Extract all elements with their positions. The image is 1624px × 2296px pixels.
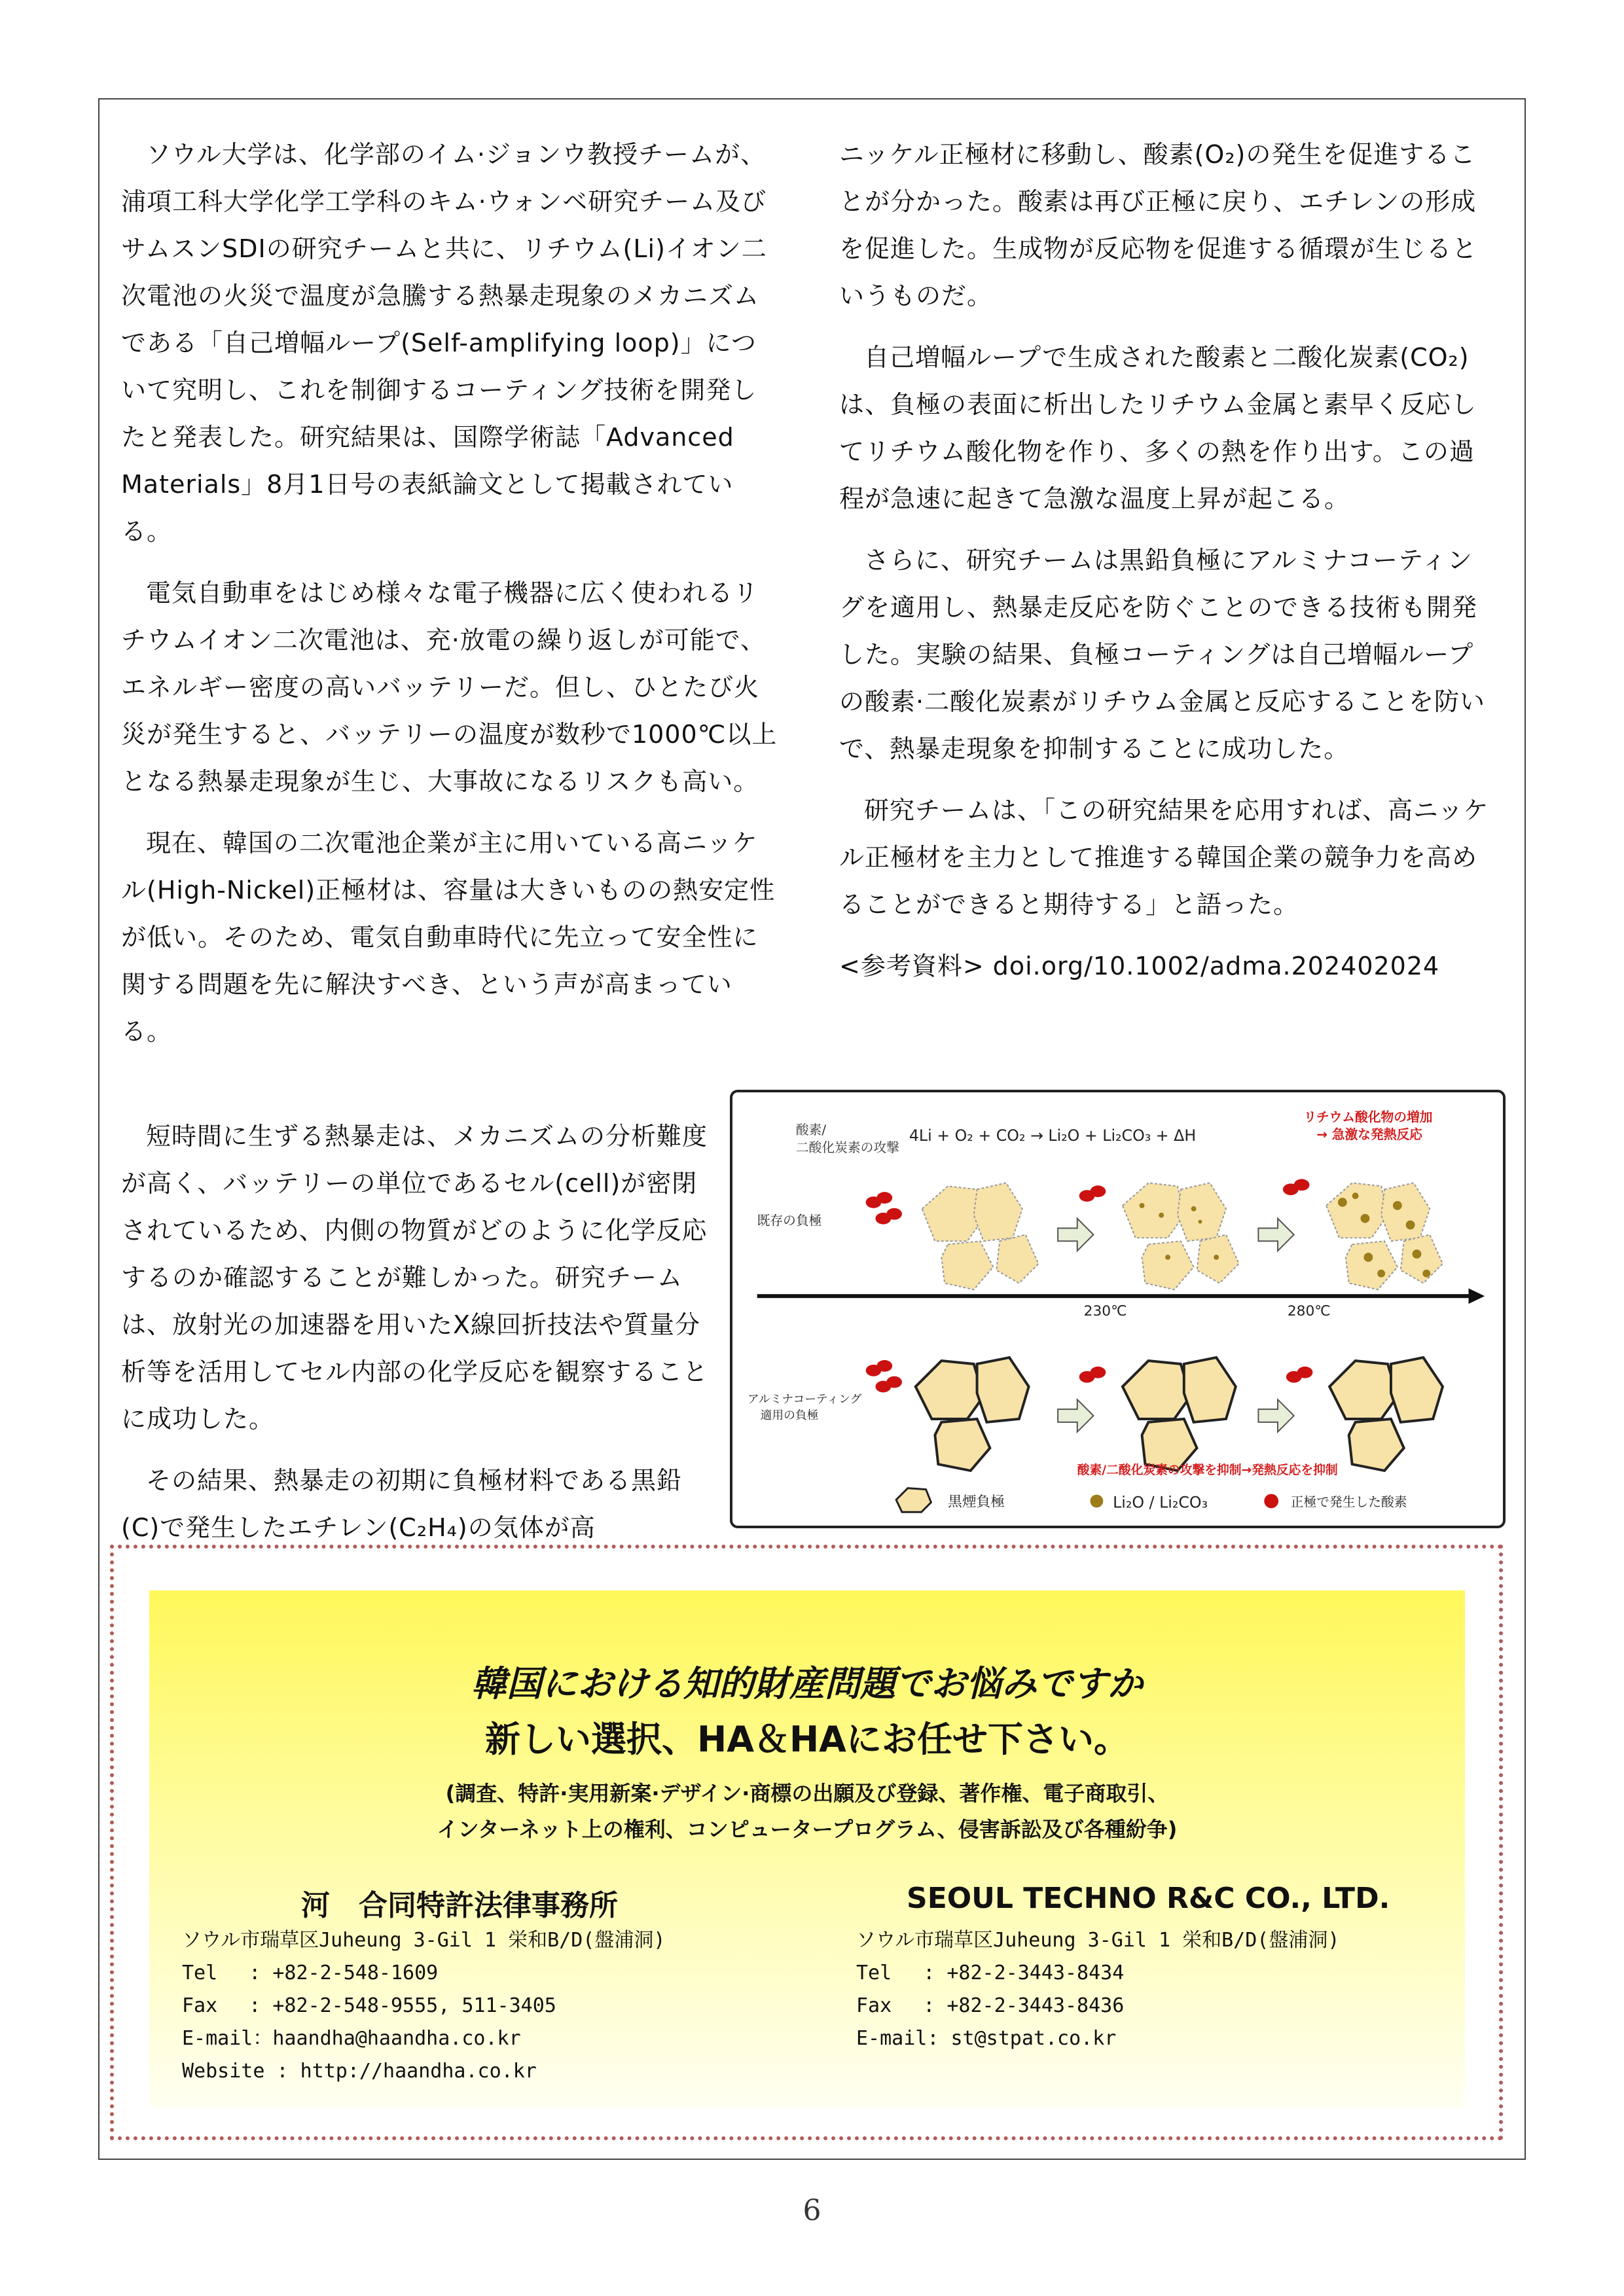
fax: Fax : +82-2-548-9555, 511-3405 <box>182 1994 556 2017</box>
figure-svg <box>732 1092 1503 1526</box>
article-paragraph: 電気自動車をはじめ様々な電子機器に広く使われるリチウムイオン二次電池は、充·放電の繰り返しが可能で、エネルギー密度の高いバッテリーだ。但し、ひとたび火災が発生すると、バッテリーの温度が数秒で1000℃以上となる熱暴走現象が生じ、大事故になるリスクも高い。 <box>121 579 778 796</box>
attack-label: 酸素/ <box>795 1122 827 1138</box>
article-column-left-bottom <box>121 1113 717 1566</box>
article-paragraph: 短時間に生ずる熱暴走は、メカニズムの分析難度が高く、バッテリーの単位であるセル(cell)が密閉されているため、内側の物質がどのように化学反応するのか確認することが難しかった。研究チームは、放射光の加速器を用いたX線回折技法や質量分析等を活用してセル内部の化学反応を観察することに成功した。 <box>121 1122 709 1433</box>
ad-box <box>149 1590 1465 2108</box>
reference-doi: <参考資料> doi.org/10.1002/adma.202402024 <box>839 952 1440 980</box>
legend-li-oxide-icon <box>1091 1495 1104 1508</box>
ad-subheadline: 新しい選択、HA＆HAにお任せ下さい。 <box>485 1719 1129 1760</box>
article-paragraph: さらに、研究チームは黒鉛負極にアルミナコーティングを適用し、熱暴走反応を防ぐことのできる技術も開発した。実験の結果、負極コーティングは自己増幅ループの酸素·二酸化炭素がリチウム金属と反応することを防いで、熱暴走現象を抑制することに成功した。 <box>839 546 1485 763</box>
address: ソウル市瑞草区Juheung 3-Gil 1 栄和B/D(盤浦洞) <box>856 1929 1340 1952</box>
tel: Tel : +82-2-3443-8434 <box>856 1962 1125 1984</box>
fax: Fax : +82-2-3443-8436 <box>856 1994 1125 2017</box>
graphite-cluster-1 <box>922 1183 1039 1289</box>
address: ソウル市瑞草区Juheung 3-Gil 1 栄和B/D(盤浦洞) <box>182 1929 666 1952</box>
legend-graphite-icon <box>896 1488 931 1513</box>
increase-label: → 急激な発熱反応 <box>1316 1127 1423 1143</box>
contact-block-seoul-techno <box>856 1924 1339 2055</box>
coated-graphite-clusters <box>916 1357 1443 1471</box>
temp-label-280: 280℃ <box>1287 1302 1331 1319</box>
legend-oxygen: 正極で発生した酸素 <box>1290 1494 1407 1510</box>
article-paragraph: ソウル大学は、化学部のイム·ジョンウ教授チームが、浦項工科大学化学工学科のキム·ウォンベ研究チーム及びサムスンSDIの研究チームと共に、リチウム(Li)イオン二次電池の火災で温度が急騰する熱暴走現象のメカニズムである「自己増幅ループ(Self-amplifying loop)」について究明し、これを制御するコーティング技術を開発したと発表した。研究結果は、国際学術誌「Advanced Materials」8月1日号の表紙論文として掲載されている。 <box>121 140 767 546</box>
article-paragraph: その結果、熱暴走の初期に負極材料である黒鉛(C)で発生したエチレン(C₂H₄)の気体が高 <box>121 1466 683 1542</box>
ad-headline: 韓国における知的財産問題でお悩みですか <box>471 1663 1143 1704</box>
row-label-coated: アルミナコーティング <box>747 1392 862 1407</box>
article-paragraph: ニッケル正極材に移動し、酸素(O₂)の発生を促進することが分かった。酸素は再び正極に戻り、エチレンの形成を促進した。生成物が反応物を促進する循環が生じるというものだ。 <box>839 140 1478 310</box>
article-column-right <box>839 131 1497 990</box>
increase-label: リチウム酸化物の増加 <box>1303 1109 1433 1125</box>
temp-label-230: 230℃ <box>1083 1302 1127 1319</box>
article-paragraph: 現在、韓国の二次電池企業が主に用いている高ニッケル(High-Nickel)正極材は、容量は大きいものの熱安定性が低い。そのため、電気自動車時代に先立って安全性に関する問題を先に解決すべき、という声が高まっている。 <box>121 829 776 1046</box>
row-label-existing: 既存の負極 <box>757 1213 822 1229</box>
attack-label: 二酸化炭素の攻撃 <box>795 1139 899 1155</box>
ad-services-line: (調査、特許·実用新案·デザイン·商標の出願及び登録、著作権、電子商取引、 <box>445 1781 1169 1806</box>
page-number: 6 <box>803 2194 821 2227</box>
email-link[interactable]: E-mail: st@stpat.co.kr <box>856 2027 1117 2050</box>
graphite-cluster-2 <box>1123 1183 1239 1289</box>
legend-li-oxide: Li₂O / Li₂CO₃ <box>1113 1493 1208 1512</box>
legend-oxygen-icon <box>1264 1494 1278 1509</box>
article-paragraph: 自己増幅ループで生成された酸素と二酸化炭素(CO₂)は、負極の表面に析出したリチウム金属と素早く反応してリチウム酸化物を作り、多くの熱を作り出す。この過程が急速に起きて急激な温度上昇が起こる。 <box>839 343 1477 513</box>
article-paragraph: 研究チームは、「この研究結果を応用すれば、高ニッケル正極材を主力として推進する韓国企業の競争力を高めることができると期待する」と語った。 <box>839 796 1489 919</box>
thermal-runaway-figure <box>730 1090 1506 1528</box>
email-link[interactable]: E-mail：haandha@haandha.co.kr <box>182 2027 521 2050</box>
tel: Tel : +82-2-548-1609 <box>182 1962 439 1984</box>
axis-arrowhead <box>1469 1288 1485 1304</box>
row-label-coated: 適用の負極 <box>760 1408 819 1422</box>
firm-name-seoul-techno: SEOUL TECHNO R&C CO., LTD. <box>907 1882 1390 1915</box>
suppress-label: 酸素/二酸化炭素の攻撃を抑制→発熱反応を抑制 <box>1077 1463 1338 1477</box>
legend-graphite: 黒煙負極 <box>948 1494 1005 1511</box>
website-link[interactable]: Website : http://haandha.co.kr <box>182 2060 537 2083</box>
contact-block-haandha <box>182 1924 665 2088</box>
ad-services-line: インターネット上の権利、コンピュータープログラム、侵害訴訟及び各種紛争) <box>437 1817 1178 1842</box>
reaction-equation: 4Li + O₂ + CO₂ → Li₂O + Li₂CO₃ + ΔH <box>909 1126 1197 1145</box>
firm-name-haandha: 河 合同特許法律事務所 <box>301 1889 618 1922</box>
article-column-left-top <box>121 131 779 1069</box>
